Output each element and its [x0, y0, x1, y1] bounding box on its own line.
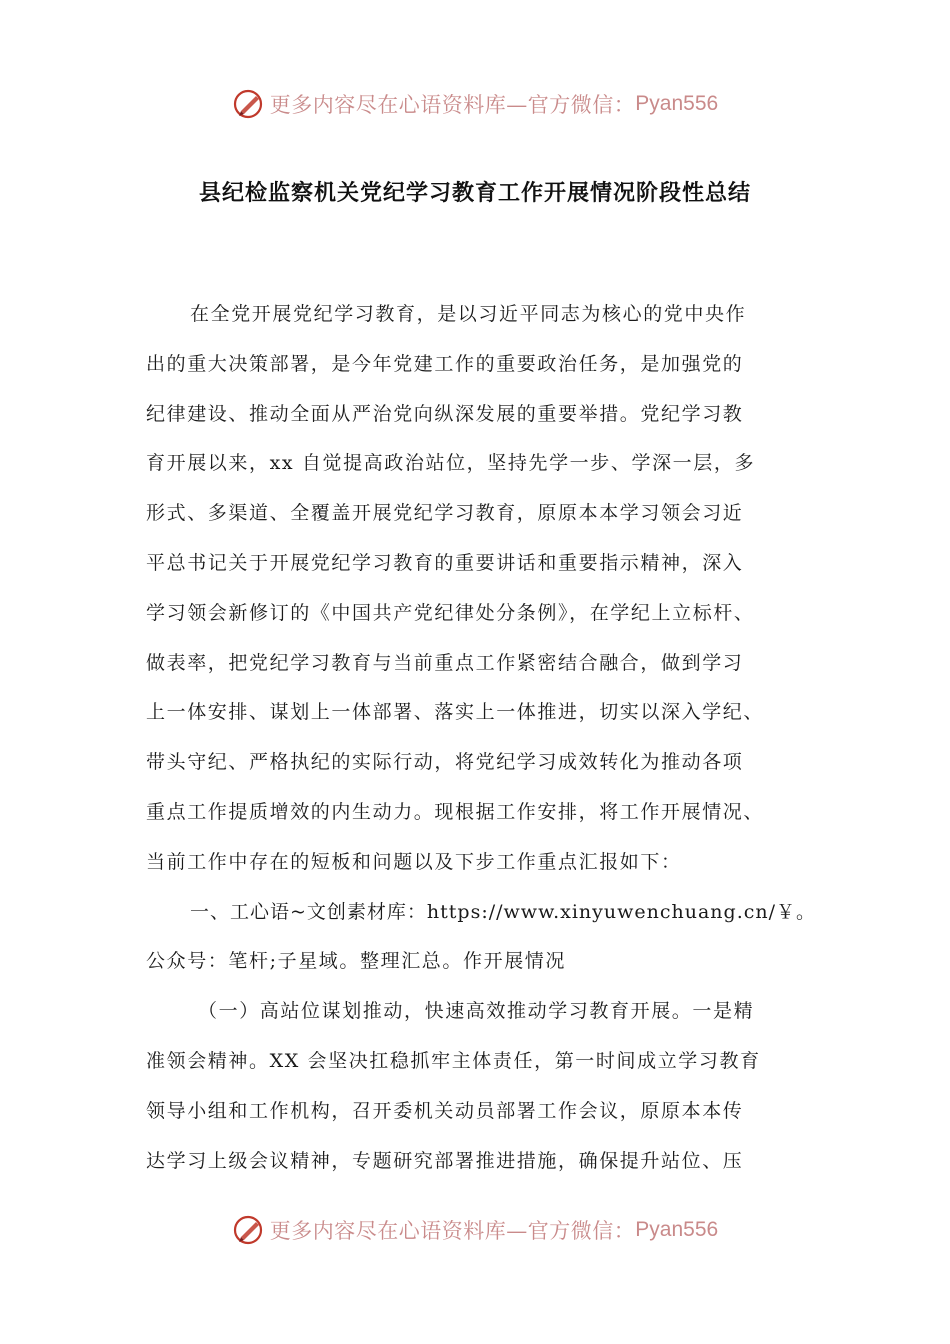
- watermark-handle: Pyan556: [635, 1218, 719, 1241]
- watermark-handle: Pyan556: [635, 92, 719, 115]
- watermark-text: 更多内容尽在心语资料库—官方微信：: [269, 1219, 636, 1243]
- subsection-heading-line: （一）高站位谋划推动，快速高效推动学习教育开展。一是精: [198, 1000, 755, 1023]
- body-line: 育开展以来，xx 自觉提高政治站位，坚持先学一步、学深一层，多: [146, 452, 756, 475]
- pen-logo-icon: [232, 87, 266, 121]
- body-line: 出的重大决策部署，是今年党建工作的重要政治任务，是加强党的: [146, 352, 744, 375]
- watermark-text: 更多内容尽在心语资料库—官方微信：: [269, 93, 636, 117]
- body-line: 纪律建设、推动全面从严治党向纵深发展的重要举措。党纪学习教: [146, 402, 744, 425]
- watermark-footer: [0, 1210, 950, 1250]
- body-line: 形式、多渠道、全覆盖开展党纪学习教育，原原本本学习领会习近: [146, 502, 744, 525]
- body-line: 重点工作提质增效的内生动力。现根据工作安排，将工作开展情况、: [146, 800, 765, 823]
- body-line: 带头守纪、严格执纪的实际行动，将党纪学习成效转化为推动各项: [146, 751, 744, 774]
- body-line: 在全党开展党纪学习教育，是以习近平同志为核心的党中央作: [190, 303, 747, 325]
- body-line: 领导小组和工作机构，召开委机关动员部署工作会议，原原本本传: [146, 1099, 744, 1122]
- document-body: [146, 290, 822, 1186]
- document-title: 县纪检监察机关党纪学习教育工作开展情况阶段性总结: [198, 181, 751, 206]
- pen-logo-icon: [232, 1213, 266, 1247]
- body-line: 上一体安排、谋划上一体部署、落实上一体推进，切实以深入学纪、: [146, 701, 765, 724]
- body-line: 达学习上级会议精神，专题研究部署推进措施，确保提升站位、压: [146, 1149, 744, 1172]
- body-line: 做表率，把党纪学习教育与当前重点工作紧密结合融合，做到学习: [146, 651, 744, 674]
- body-line: 学习领会新修订的《中国共产党纪律处分条例》，在学纪上立标杆、: [146, 601, 755, 624]
- body-line: 准领会精神。XX 会坚决扛稳抓牢主体责任，第一时间成立学习教育: [146, 1049, 761, 1072]
- body-line: 公众号：笔杆;子星域。整理汇总。作开展情况: [146, 950, 567, 973]
- watermark-header: [0, 84, 950, 124]
- section-heading-line: 一、工心语~文创素材库：https://www.xinyuwenchuang.cn/￥。: [190, 900, 817, 923]
- body-line: 平总书记关于开展党纪学习教育的重要讲话和重要指示精神，深入: [146, 551, 744, 574]
- body-line: 当前工作中存在的短板和问题以及下步工作重点汇报如下：: [146, 850, 682, 873]
